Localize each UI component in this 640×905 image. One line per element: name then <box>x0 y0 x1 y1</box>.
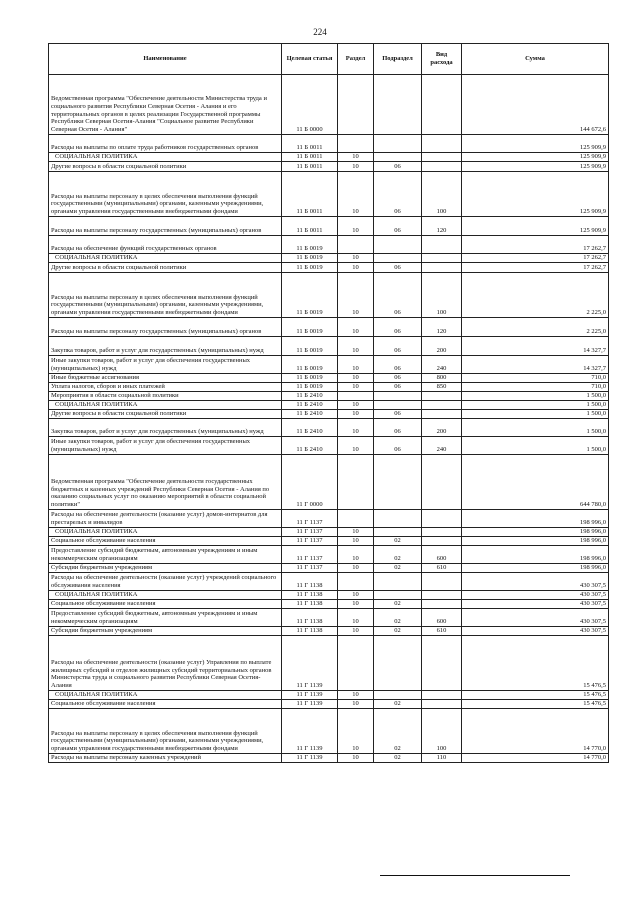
row-article-cell: 11 Г 1138 <box>282 609 338 627</box>
row-section-cell <box>338 573 374 591</box>
row-article-cell: 11 Б 2410 <box>282 419 338 437</box>
row-label: Социальное обслуживание населения <box>51 600 156 608</box>
row-expense-type-cell <box>422 537 462 546</box>
row-name-cell <box>49 374 282 383</box>
row-label: Ведомственная программа "Обеспечение деятельности государственных бюджетных и казенных учреждений Республики Северная Осетия - Алания по оказанию социальных услуг по оказанию мероприятий в области социальной политики" <box>51 477 270 509</box>
row-label: Предоставление субсидий бюджетным, автономным учреждениям и иным некоммерческим организациям <box>51 610 258 626</box>
row-sum-cell: 15 476,5 <box>462 636 609 691</box>
row-name-cell <box>49 609 282 627</box>
row-section-cell: 10 <box>338 318 374 337</box>
row-section-cell: 10 <box>338 153 374 162</box>
row-section-cell: 10 <box>338 537 374 546</box>
row-section-cell: 10 <box>338 401 374 410</box>
row-subsection-cell: 02 <box>374 709 422 754</box>
row-expense-type-cell <box>422 135 462 153</box>
row-sum-cell: 198 996,0 <box>462 537 609 546</box>
row-sum-cell: 14 327,7 <box>462 337 609 356</box>
table-row <box>49 564 609 573</box>
row-sum-cell: 125 909,9 <box>462 162 609 172</box>
row-section-cell: 10 <box>338 600 374 609</box>
row-sum-cell: 710,0 <box>462 374 609 383</box>
row-article-cell: 11 Г 1137 <box>282 537 338 546</box>
row-subsection-cell: 06 <box>374 337 422 356</box>
row-label: Иные закупки товаров, работ и услуг для обеспечения государственных (муниципальных) нужд <box>51 438 251 454</box>
row-article-cell: 11 Б 0011 <box>282 153 338 162</box>
row-expense-type-cell <box>422 254 462 263</box>
row-subsection-cell: 06 <box>374 217 422 236</box>
row-subsection-cell: 06 <box>374 437 422 455</box>
row-label: Закупка товаров, работ и услуг для государственных (муниципальных) нужд <box>51 347 264 355</box>
row-expense-type-cell: 200 <box>422 419 462 437</box>
row-label: Предоставление субсидий бюджетным, автономным учреждениям и иным некоммерческим организациям <box>51 547 258 563</box>
table-row <box>49 236 609 254</box>
table-row <box>49 591 609 600</box>
row-section-cell <box>338 455 374 510</box>
row-name-cell <box>49 356 282 374</box>
row-expense-type-cell <box>422 591 462 600</box>
row-subsection-cell: 06 <box>374 374 422 383</box>
row-section-cell: 10 <box>338 254 374 263</box>
row-article-cell: 11 Г 1137 <box>282 564 338 573</box>
row-name-cell <box>49 75 282 135</box>
row-expense-type-cell <box>422 700 462 709</box>
row-sum-cell: 430 307,5 <box>462 600 609 609</box>
row-subsection-cell: 06 <box>374 383 422 392</box>
row-label: Расходы на выплаты персоналу казенных учреждений <box>51 754 202 762</box>
row-article-cell: 11 Г 1137 <box>282 546 338 564</box>
row-article-cell: 11 Б 0019 <box>282 337 338 356</box>
row-expense-type-cell: 600 <box>422 546 462 564</box>
row-subsection-cell <box>374 573 422 591</box>
row-article-cell: 11 Г 1138 <box>282 627 338 636</box>
row-label: Уплата налогов, сборов и иных платежей <box>51 383 165 391</box>
row-article-cell: 11 Б 0011 <box>282 162 338 172</box>
row-name-cell <box>49 528 282 537</box>
header-expense-type: Вид расхода <box>422 44 462 75</box>
row-name-cell <box>49 627 282 636</box>
row-sum-cell: 430 307,5 <box>462 609 609 627</box>
row-subsection-cell: 02 <box>374 546 422 564</box>
row-section-cell: 10 <box>338 546 374 564</box>
table-row <box>49 318 609 337</box>
table-row <box>49 510 609 528</box>
row-name-cell <box>49 153 282 162</box>
row-label: Иные бюджетные ассигнования <box>51 374 140 382</box>
header-subsection: Подраздел <box>374 44 422 75</box>
row-section-cell: 10 <box>338 162 374 172</box>
table-row <box>49 254 609 263</box>
row-label: СОЦИАЛЬНАЯ ПОЛИТИКА <box>55 254 138 262</box>
row-expense-type-cell <box>422 75 462 135</box>
table-row <box>49 455 609 510</box>
row-sum-cell: 1 500,0 <box>462 410 609 419</box>
table-row <box>49 700 609 709</box>
row-sum-cell: 125 909,9 <box>462 135 609 153</box>
row-name-cell <box>49 455 282 510</box>
row-article-cell: 11 Б 0019 <box>282 263 338 273</box>
row-article-cell: 11 Б 0011 <box>282 217 338 236</box>
row-article-cell: 11 Г 1137 <box>282 510 338 528</box>
row-expense-type-cell <box>422 528 462 537</box>
row-sum-cell: 15 476,5 <box>462 691 609 700</box>
row-expense-type-cell <box>422 636 462 691</box>
footer-rule <box>380 875 570 876</box>
row-subsection-cell: 02 <box>374 564 422 573</box>
row-label: Расходы на выплаты персоналу в целях обеспечения выполнения функций государственными (муниципальными) органами, казенными учреждениями, органами управления государственными внебюджетными фондами <box>51 192 264 216</box>
row-name-cell <box>49 537 282 546</box>
row-sum-cell: 144 672,6 <box>462 75 609 135</box>
row-name-cell <box>49 437 282 455</box>
row-expense-type-cell: 850 <box>422 383 462 392</box>
row-section-cell: 10 <box>338 609 374 627</box>
row-sum-cell: 17 262,7 <box>462 263 609 273</box>
row-sum-cell: 17 262,7 <box>462 236 609 254</box>
row-expense-type-cell: 610 <box>422 564 462 573</box>
row-label: Социальное обслуживание населения <box>51 537 156 545</box>
row-section-cell <box>338 236 374 254</box>
row-article-cell: 11 Б 0000 <box>282 75 338 135</box>
row-subsection-cell: 06 <box>374 419 422 437</box>
row-section-cell: 10 <box>338 437 374 455</box>
row-expense-type-cell: 610 <box>422 627 462 636</box>
row-name-cell <box>49 636 282 691</box>
row-sum-cell: 15 476,5 <box>462 700 609 709</box>
row-expense-type-cell: 600 <box>422 609 462 627</box>
row-section-cell: 10 <box>338 383 374 392</box>
header-sum: Сумма <box>462 44 609 75</box>
table-row <box>49 153 609 162</box>
row-sum-cell: 430 307,5 <box>462 591 609 600</box>
row-section-cell: 10 <box>338 419 374 437</box>
row-article-cell: 11 Б 0019 <box>282 374 338 383</box>
row-article-cell: 11 Б 2410 <box>282 410 338 419</box>
row-subsection-cell <box>374 510 422 528</box>
row-name-cell <box>49 410 282 419</box>
row-subsection-cell <box>374 401 422 410</box>
row-expense-type-cell <box>422 510 462 528</box>
row-section-cell: 10 <box>338 172 374 217</box>
row-sum-cell: 1 500,0 <box>462 392 609 401</box>
row-label: Ведомственная программа "Обеспечение деятельности Министерства труда и социального развития Республики Северная Осетия - Алания и его территориальных органов в целях реализации Государственной программы Республики Северная Осетия-Алания "Социальное развитие Республики Северная Осетия - Алания" <box>51 95 267 134</box>
table-row <box>49 528 609 537</box>
row-article-cell: 11 Б 2410 <box>282 437 338 455</box>
table-row <box>49 172 609 217</box>
row-article-cell: 11 Б 2410 <box>282 401 338 410</box>
row-label: Расходы на выплаты персоналу в целях обеспечения выполнения функций государственными (муниципальными) органами, казенными учреждениями, органами управления государственными внебюджетными фондами <box>51 293 264 317</box>
row-sum-cell: 125 909,9 <box>462 153 609 162</box>
row-label: Расходы на обеспечение деятельности (оказание услуг) Управления по выплате жилищных субсидий и отделов жилищных субсидий территориальных органов Министерства труда и социального развития Республики Северная Осетия-Алания <box>51 658 272 690</box>
row-sum-cell: 2 225,0 <box>462 318 609 337</box>
row-section-cell: 10 <box>338 410 374 419</box>
row-section-cell: 10 <box>338 263 374 273</box>
row-label: Социальное обслуживание населения <box>51 700 156 708</box>
row-subsection-cell <box>374 691 422 700</box>
row-subsection-cell <box>374 636 422 691</box>
row-label: Расходы на выплаты по оплате труда работников государственных органов <box>51 144 259 152</box>
row-expense-type-cell <box>422 401 462 410</box>
row-sum-cell: 1 500,0 <box>462 401 609 410</box>
row-label: Расходы на обеспечение деятельности (оказание услуг) домов-интернатов для престарелых и инвалидов <box>51 511 268 527</box>
header-article: Целевая статья <box>282 44 338 75</box>
table-row <box>49 419 609 437</box>
table-row <box>49 600 609 609</box>
row-article-cell: 11 Б 0011 <box>282 172 338 217</box>
table-row <box>49 75 609 135</box>
table-row <box>49 609 609 627</box>
row-name-cell <box>49 564 282 573</box>
row-sum-cell: 198 996,0 <box>462 564 609 573</box>
row-expense-type-cell <box>422 392 462 401</box>
row-name-cell <box>49 591 282 600</box>
row-sum-cell: 198 996,0 <box>462 510 609 528</box>
table-row <box>49 135 609 153</box>
row-section-cell <box>338 135 374 153</box>
row-expense-type-cell <box>422 573 462 591</box>
row-subsection-cell: 06 <box>374 172 422 217</box>
row-label: Расходы на выплаты персоналу в целях обеспечения выполнения функций государственными (муниципальными) органами, казенными учреждениями, органами управления государственными внебюджетными фондами <box>51 729 264 753</box>
row-sum-cell: 710,0 <box>462 383 609 392</box>
row-label: Другие вопросы в области социальной политики <box>51 264 187 272</box>
row-label: Расходы на выплаты персоналу государственных (муниципальных) органов <box>51 227 262 235</box>
row-article-cell: 11 Б 0019 <box>282 254 338 263</box>
row-subsection-cell <box>374 254 422 263</box>
table-row <box>49 162 609 172</box>
table-row <box>49 356 609 374</box>
table-row <box>49 392 609 401</box>
row-section-cell: 10 <box>338 754 374 763</box>
row-expense-type-cell: 110 <box>422 754 462 763</box>
row-expense-type-cell: 800 <box>422 374 462 383</box>
row-name-cell <box>49 337 282 356</box>
row-subsection-cell: 06 <box>374 410 422 419</box>
row-section-cell: 10 <box>338 374 374 383</box>
row-section-cell: 10 <box>338 356 374 374</box>
table-row <box>49 401 609 410</box>
row-subsection-cell <box>374 392 422 401</box>
row-expense-type-cell <box>422 455 462 510</box>
row-name-cell <box>49 419 282 437</box>
row-name-cell <box>49 691 282 700</box>
header-name: Наименование <box>49 44 282 75</box>
row-sum-cell: 14 770,0 <box>462 754 609 763</box>
row-expense-type-cell: 200 <box>422 337 462 356</box>
row-label: Субсидии бюджетным учреждениям <box>51 627 153 635</box>
row-section-cell: 10 <box>338 337 374 356</box>
row-label: СОЦИАЛЬНАЯ ПОЛИТИКА <box>55 591 138 599</box>
header-section: Раздел <box>338 44 374 75</box>
row-name-cell <box>49 600 282 609</box>
row-section-cell: 10 <box>338 528 374 537</box>
row-label: Расходы на выплаты персоналу государственных (муниципальных) органов <box>51 328 262 336</box>
row-expense-type-cell <box>422 153 462 162</box>
row-section-cell <box>338 75 374 135</box>
row-label: СОЦИАЛЬНАЯ ПОЛИТИКА <box>55 691 138 699</box>
row-subsection-cell: 06 <box>374 356 422 374</box>
row-section-cell <box>338 510 374 528</box>
row-label: Иные закупки товаров, работ и услуг для обеспечения государственных (муниципальных) нужд <box>51 357 251 373</box>
row-section-cell <box>338 636 374 691</box>
row-expense-type-cell: 240 <box>422 437 462 455</box>
row-expense-type-cell <box>422 236 462 254</box>
row-subsection-cell <box>374 591 422 600</box>
row-sum-cell: 17 262,7 <box>462 254 609 263</box>
table-row <box>49 627 609 636</box>
row-article-cell: 11 Б 0019 <box>282 236 338 254</box>
row-article-cell: 11 Б 0019 <box>282 318 338 337</box>
row-label: Расходы на обеспечение деятельности (оказание услуг) учреждений социального обслуживания населения <box>51 574 277 590</box>
row-subsection-cell: 02 <box>374 627 422 636</box>
row-subsection-cell <box>374 153 422 162</box>
row-name-cell <box>49 318 282 337</box>
row-article-cell: 11 Г 1139 <box>282 709 338 754</box>
row-article-cell: 11 Г 1139 <box>282 636 338 691</box>
row-label: Расходы на обеспечение функций государственных органов <box>51 245 217 253</box>
row-expense-type-cell: 100 <box>422 709 462 754</box>
row-name-cell <box>49 510 282 528</box>
row-label: Другие вопросы в области социальной политики <box>51 163 187 171</box>
table-header-row <box>49 44 609 75</box>
row-name-cell <box>49 546 282 564</box>
table-row <box>49 573 609 591</box>
row-section-cell: 10 <box>338 700 374 709</box>
row-article-cell: 11 Б 0019 <box>282 383 338 392</box>
row-expense-type-cell: 240 <box>422 356 462 374</box>
row-section-cell: 10 <box>338 709 374 754</box>
row-expense-type-cell <box>422 162 462 172</box>
row-subsection-cell <box>374 135 422 153</box>
row-name-cell <box>49 700 282 709</box>
row-article-cell: 11 Г 0000 <box>282 455 338 510</box>
row-subsection-cell: 02 <box>374 600 422 609</box>
table-row <box>49 410 609 419</box>
row-name-cell <box>49 172 282 217</box>
row-name-cell <box>49 754 282 763</box>
row-section-cell: 10 <box>338 591 374 600</box>
table-row <box>49 217 609 236</box>
table-row <box>49 537 609 546</box>
row-label: СОЦИАЛЬНАЯ ПОЛИТИКА <box>55 401 138 409</box>
row-section-cell: 10 <box>338 273 374 318</box>
table-row <box>49 691 609 700</box>
row-subsection-cell: 06 <box>374 318 422 337</box>
table-row <box>49 383 609 392</box>
row-name-cell <box>49 263 282 273</box>
row-subsection-cell: 06 <box>374 263 422 273</box>
row-label: Мероприятия в области социальной политики <box>51 392 179 400</box>
table-row <box>49 337 609 356</box>
page-number: 224 <box>313 27 327 37</box>
row-label: Закупка товаров, работ и услуг для государственных (муниципальных) нужд <box>51 428 264 436</box>
row-label: СОЦИАЛЬНАЯ ПОЛИТИКА <box>55 153 138 161</box>
row-subsection-cell <box>374 528 422 537</box>
row-name-cell <box>49 383 282 392</box>
row-expense-type-cell <box>422 410 462 419</box>
table-row <box>49 374 609 383</box>
row-name-cell <box>49 573 282 591</box>
row-article-cell: 11 Г 1138 <box>282 591 338 600</box>
row-subsection-cell: 06 <box>374 162 422 172</box>
row-sum-cell: 430 307,5 <box>462 573 609 591</box>
row-sum-cell: 14 327,7 <box>462 356 609 374</box>
row-article-cell: 11 Б 0019 <box>282 273 338 318</box>
row-label: Другие вопросы в области социальной политики <box>51 410 187 418</box>
row-sum-cell: 14 770,0 <box>462 709 609 754</box>
row-sum-cell: 1 500,0 <box>462 419 609 437</box>
row-article-cell: 11 Б 0011 <box>282 135 338 153</box>
row-section-cell: 10 <box>338 691 374 700</box>
row-name-cell <box>49 709 282 754</box>
row-article-cell: 11 Б 2410 <box>282 392 338 401</box>
table-row <box>49 546 609 564</box>
row-expense-type-cell: 100 <box>422 273 462 318</box>
row-subsection-cell <box>374 236 422 254</box>
row-subsection-cell: 02 <box>374 700 422 709</box>
row-label: СОЦИАЛЬНАЯ ПОЛИТИКА <box>55 528 138 536</box>
row-sum-cell: 430 307,5 <box>462 627 609 636</box>
row-expense-type-cell: 120 <box>422 217 462 236</box>
row-sum-cell: 198 996,0 <box>462 528 609 537</box>
row-name-cell <box>49 254 282 263</box>
row-name-cell <box>49 236 282 254</box>
row-sum-cell: 125 909,9 <box>462 217 609 236</box>
row-article-cell: 11 Г 1138 <box>282 600 338 609</box>
row-article-cell: 11 Г 1139 <box>282 754 338 763</box>
row-name-cell <box>49 162 282 172</box>
row-subsection-cell <box>374 75 422 135</box>
row-name-cell <box>49 273 282 318</box>
row-sum-cell: 2 225,0 <box>462 273 609 318</box>
table-row <box>49 754 609 763</box>
row-sum-cell: 198 996,0 <box>462 546 609 564</box>
table-row <box>49 263 609 273</box>
row-article-cell: 11 Г 1139 <box>282 691 338 700</box>
row-expense-type-cell <box>422 263 462 273</box>
row-expense-type-cell <box>422 600 462 609</box>
row-subsection-cell: 02 <box>374 537 422 546</box>
row-expense-type-cell: 120 <box>422 318 462 337</box>
table-body <box>49 75 609 763</box>
table-row <box>49 636 609 691</box>
row-expense-type-cell <box>422 691 462 700</box>
row-section-cell: 10 <box>338 627 374 636</box>
row-label: Субсидии бюджетным учреждениям <box>51 564 153 572</box>
row-subsection-cell: 02 <box>374 754 422 763</box>
row-article-cell: 11 Г 1139 <box>282 700 338 709</box>
row-article-cell: 11 Б 0019 <box>282 356 338 374</box>
row-subsection-cell <box>374 455 422 510</box>
row-section-cell <box>338 392 374 401</box>
row-section-cell: 10 <box>338 217 374 236</box>
row-section-cell: 10 <box>338 564 374 573</box>
row-sum-cell: 644 780,0 <box>462 455 609 510</box>
row-name-cell <box>49 401 282 410</box>
row-name-cell <box>49 217 282 236</box>
row-name-cell <box>49 392 282 401</box>
row-sum-cell: 125 909,9 <box>462 172 609 217</box>
row-subsection-cell: 06 <box>374 273 422 318</box>
row-article-cell: 11 Г 1137 <box>282 528 338 537</box>
row-name-cell <box>49 135 282 153</box>
row-sum-cell: 1 500,0 <box>462 437 609 455</box>
budget-table <box>48 43 609 763</box>
row-expense-type-cell: 100 <box>422 172 462 217</box>
row-article-cell: 11 Г 1138 <box>282 573 338 591</box>
row-subsection-cell: 02 <box>374 609 422 627</box>
table-row <box>49 437 609 455</box>
table-row <box>49 273 609 318</box>
table-row <box>49 709 609 754</box>
